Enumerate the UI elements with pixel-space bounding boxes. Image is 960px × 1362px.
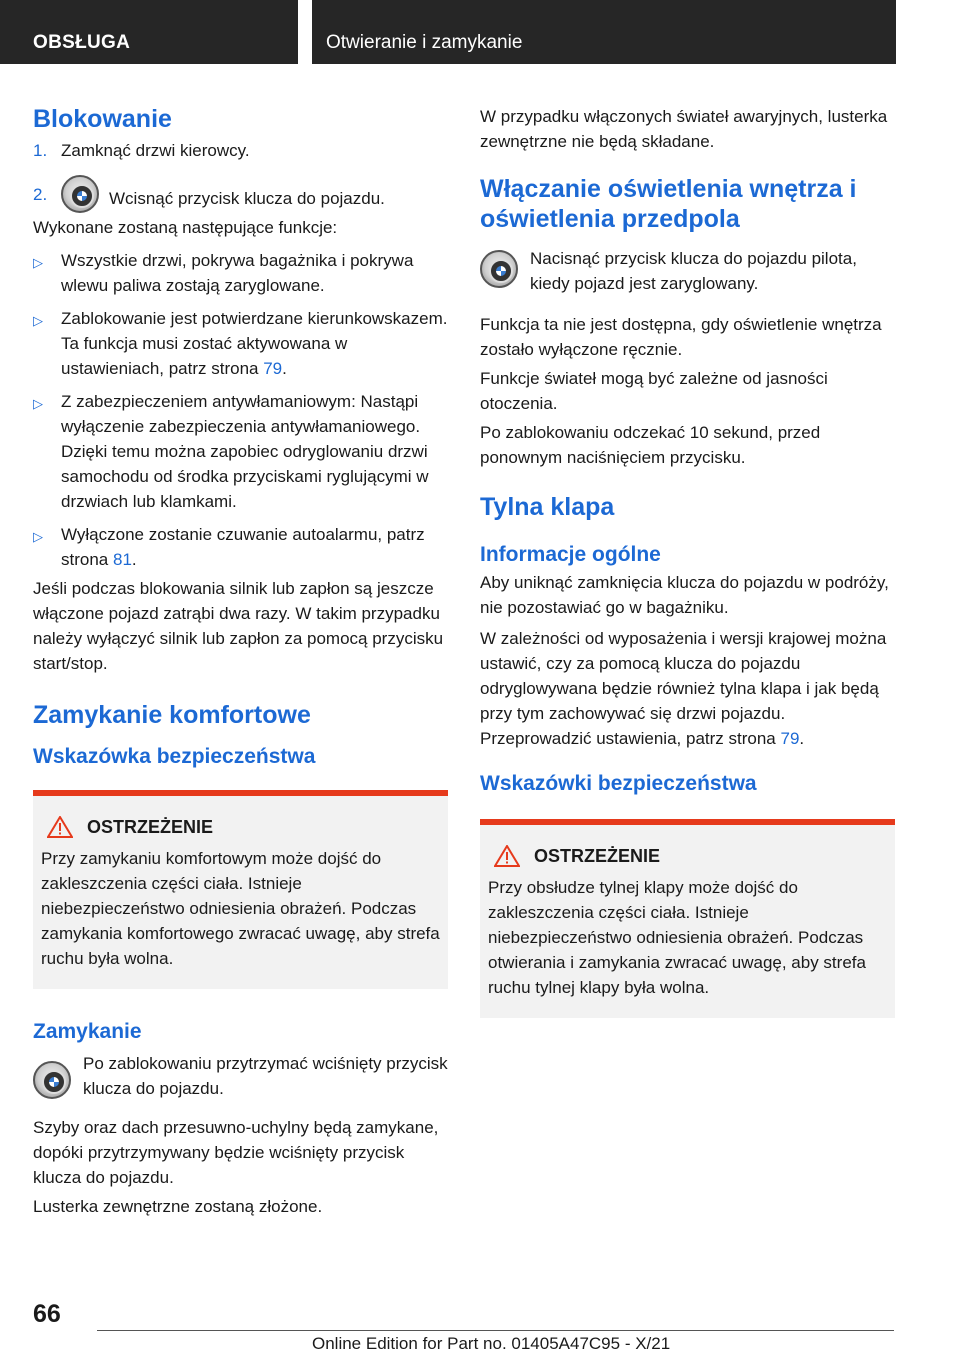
list-item-text: Wyłączone zostanie czuwanie autoalarmu, patrz strona 81. (61, 525, 425, 569)
hazard-text: W przypadku włączonych świateł awaryjnych, lusterka zewnętrzne nie będą składane. (480, 107, 888, 151)
page-link[interactable]: 79 (780, 729, 800, 748)
step-text: Wcisnąć przycisk klucza do pojazdu. (109, 188, 385, 208)
warning-label: OSTRZEŻENIE (534, 845, 661, 866)
triangle-right-icon: ▷ (33, 529, 43, 544)
left-column (33, 100, 448, 1219)
lighting-instruction (480, 246, 895, 296)
warning-header (488, 845, 887, 867)
list-item-text: Z zabezpieczeniem antywłamaniowym: Nastąpi wyłączenie zabezpieczenia antywłamaniowego. Dzięki temu można zapobiec odryglowaniu drzwi samochodu od środka przyciskami ryglującymi w drzwiach lub klamkami. (61, 392, 429, 511)
list-item-text: Wszystkie drzwi, pokrywa bagażnika i pokrywa wlewu paliwa zostają zaryglowane. (61, 251, 414, 295)
step-1 (33, 138, 448, 163)
lighting-dependency: Funkcje świateł mogą być zależne od jasności otoczenia. (480, 369, 828, 413)
step-2 (33, 175, 448, 213)
section-tab: OBSŁUGA (0, 0, 298, 64)
heading-safety-note: Wskazówka bezpieczeństwa (33, 745, 316, 768)
lighting-unavailable: Funkcja ta nie jest dostępna, gdy oświetlenie wnętrza zostało wyłączone ręcznie. (480, 315, 882, 359)
heading-tailgate: Tylna klapa (480, 493, 615, 521)
footer-divider (97, 1330, 894, 1331)
list-item (33, 389, 448, 514)
windows-text: Szyby oraz dach przesuwno-uchylny będą zamykane, dopóki przytrzymywany będzie wciśnięty przycisk klucza do pojazdu. (33, 1118, 439, 1187)
functions-intro: Wykonane zostaną następujące funkcje: (33, 218, 338, 237)
page-link[interactable]: 81 (112, 550, 132, 569)
list-item (33, 306, 448, 381)
heading-closing: Zamykanie (33, 1020, 142, 1043)
heading-blokowanie: Blokowanie (33, 105, 172, 133)
page-header (0, 0, 960, 66)
lighting-instruction-text: Nacisnąć przycisk klucza do pojazdu pilota, kiedy pojazd jest zaryglowany. (530, 249, 857, 293)
heading-general-info: Informacje ogólne (480, 543, 661, 566)
right-column (480, 104, 895, 1018)
triangle-right-icon: ▷ (33, 396, 43, 411)
heading-comfort-closing: Zamykanie komfortowe (33, 701, 311, 729)
warning-box (33, 790, 448, 989)
heading-safety-notes: Wskazówki bezpieczeństwa (480, 772, 757, 795)
warning-triangle-icon (494, 845, 520, 867)
list-item (33, 248, 448, 298)
warning-box (480, 819, 895, 1018)
closing-instruction-text: Po zablokowaniu przytrzymać wciśnięty przycisk klucza do pojazdu. (83, 1054, 448, 1098)
chapter-tab: Otwieranie i zamykanie (312, 0, 896, 64)
list-item (33, 522, 448, 572)
equipment-text: W zależności od wyposażenia i wersji krajowej można ustawić, czy za pomocą klucza do pojazdu odryglowywana będzie również tylna klapa i jak będą przy tym zachowywać się drzwi pojazdu. Przeprowadzić ustawienia, patrz strona 79. (480, 629, 887, 748)
page-link[interactable]: 79 (263, 359, 283, 378)
engine-note: Jeśli podczas blokowania silnik lub zapłon są jeszcze włączone pojazd zatrąbi dwa razy. W takim przypadku należy wyłączyć silnik lub zapłon za pomocą przycisku start/stop. (33, 579, 444, 673)
triangle-right-icon: ▷ (33, 313, 43, 328)
page-number: 66 (33, 1300, 61, 1328)
step-text: Zamknąć drzwi kierowcy. (61, 141, 250, 160)
warning-label: OSTRZEŻENIE (87, 816, 214, 837)
mirrors-text: Lusterka zewnętrzne zostaną złożone. (33, 1197, 323, 1216)
heading-interior-lighting: Włączanie oświetlenia wnętrza i oświetlenia przedpola (480, 175, 857, 233)
lighting-wait: Po zablokowaniu odczekać 10 sekund, przed ponownym naciśnięciem przycisku. (480, 423, 821, 467)
bmw-key-button-icon (480, 250, 518, 288)
closing-instruction (33, 1051, 448, 1101)
bmw-key-button-icon (61, 175, 99, 213)
step-number: 2. (33, 184, 48, 204)
warning-triangle-icon (47, 816, 73, 838)
warning-text: Przy obsłudze tylnej klapy może dojść do zakleszczenia części ciała. Istnieje niebezpieczeństwo odniesienia obrażeń. Podczas otwierania i zamykania zwracać uwagę, aby strefa ruchu tylnej klapy była wolna. (488, 878, 866, 997)
edition-text: Online Edition for Part no. 01405A47C95 - X/21 (312, 1334, 671, 1353)
bmw-key-button-icon (33, 1061, 71, 1099)
warning-text: Przy zamykaniu komfortowym może dojść do zakleszczenia części ciała. Istnieje niebezpieczeństwo odniesienia obrażeń. Podczas zamykania komfortowego zwracać uwagę, aby strefa ruchu była wolna. (41, 849, 440, 968)
general-text: Aby uniknąć zamknięcia klucza do pojazdu w podróży, nie pozostawiać go w bagażniku. (480, 573, 889, 617)
triangle-right-icon: ▷ (33, 255, 43, 270)
warning-header (41, 816, 440, 838)
list-item-text: Zablokowanie jest potwierdzane kierunkowskazem. Ta funkcja musi zostać aktywowana w ustawieniach, patrz strona 79. (61, 309, 448, 378)
step-number: 1. (33, 141, 48, 160)
